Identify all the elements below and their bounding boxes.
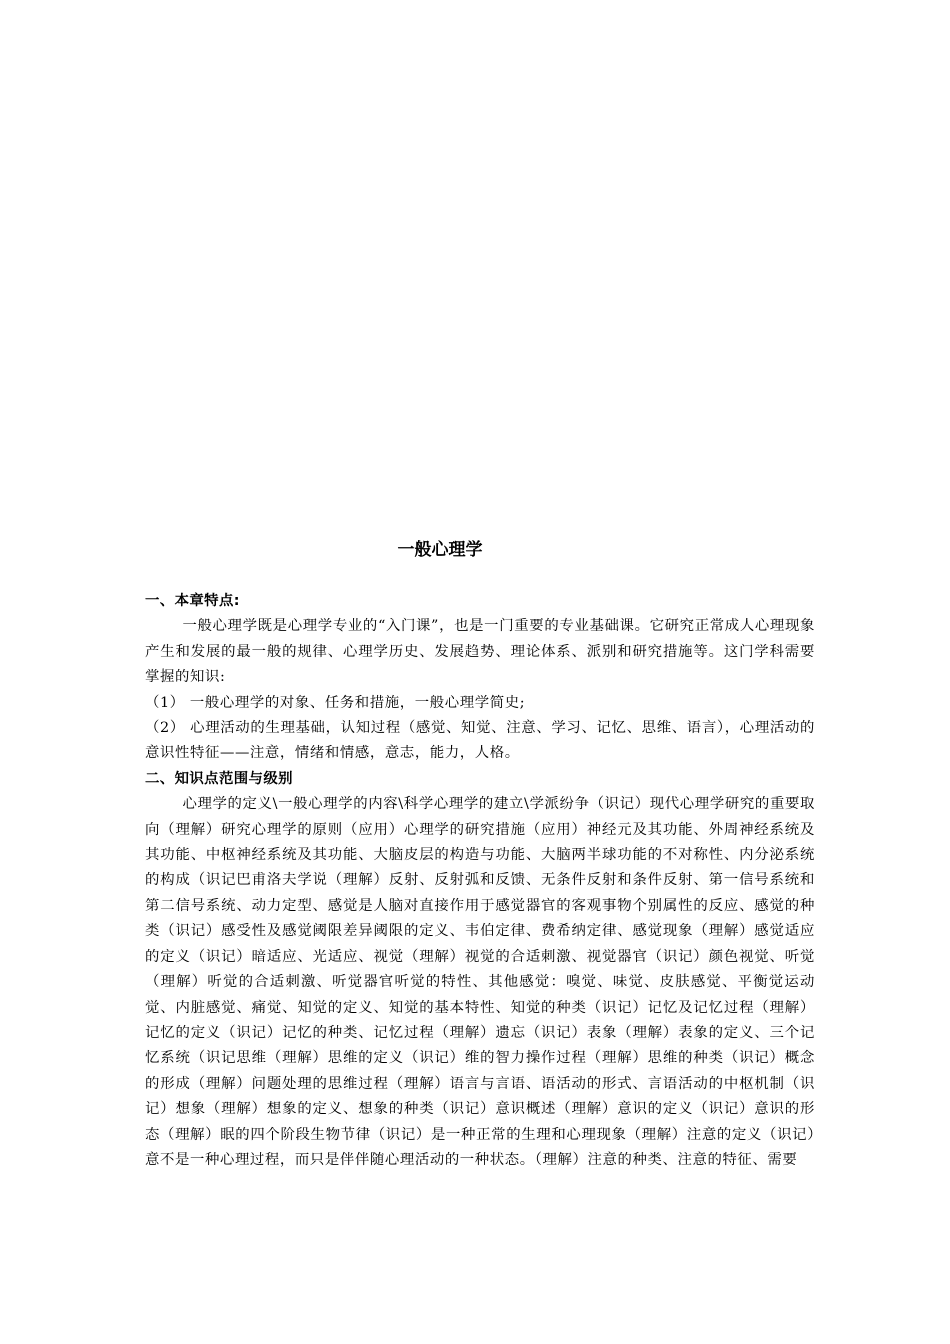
section-knowledge-paragraph: 心理学的定义\一般心理学的内容\科学心理学的建立\学派纷争（识记）现代心理学研究的重要取向（理解）研究心理学的原则（应用）心理学的研究措施（应用）神经元及其功能、外周神经系统及其功能、中枢神经系统及其功能、大脑皮层的构造与功能、大脑两半球功能的不对称性、内分泌系统的构成（识记巴甫洛夫学说（理解）反射、反射弧和反馈、无条件反射和条件反射、第一信号系统和第二信号系统、动力定型、感觉是人脑对直接作用于感觉器官的客观事物个别属性的反应、感觉的种类（识记）感受性及感觉阈限差异阈限的定义、韦伯定律、费希纳定律、感觉现象（理解）感觉适应的定义（识记）暗适应、光适应、视觉（理解）视觉的合适刺激、视觉器官（识记）颜色视觉、听觉（理解）听觉的合适刺激、听觉器官听觉的特性、其他感觉：嗅觉、味觉、皮肤感觉、平衡觉运动觉、内脏感觉、痛觉、知觉的定义、知觉的基本特性、知觉的种类（识记）记忆及记忆过程（理解）记忆的定义（识记）记忆的种类、记忆过程（理解）遗忘（识记）表象（理解）表象的定义、三个记忆系统（识记思维（理解）思维的定义（识记）维的智力操作过程（理解）思维的种类（识记）概念的形成（理解）问题处理的思维过程（理解）语言与言语、语活动的形式、言语活动的中枢机制（识记）想象（理解）想象的定义、想象的种类（识记）意识概述（理解）意识的定义（识记）意识的形态（理解）眠的四个阶段生物节律（识记）是一种正常的生理和心理现象（理解）注意的定义（识记）意不是一种心理过程，而只是伴伴随心理活动的一种状态。（理解）注意的种类、注意的特征、需要 xyxy=(145,796,815,1168)
section-heading-features: 一、本章特点: xyxy=(145,593,240,609)
list-item-2: （2） 心理活动的生理基础，认知过程（感觉、知觉、注意、学习、记忆、思维、语言），心理活动的意识性特征——注意，情绪和情感，意志，能力，人格。 xyxy=(145,720,815,762)
section-intro-paragraph: 一般心理学既是心理学专业的“入门课”，也是一门重要的专业基础课。它研究正常成人心理现象产生和发展的最一般的规律、心理学历史、发展趋势、理论体系、派别和研究措施等。这门学科需要掌握的知识: xyxy=(145,618,815,686)
section-heading-knowledge-scope: 二、知识点范围与级别 xyxy=(145,770,293,787)
document-title: 一般心理学 xyxy=(397,540,483,560)
document-body xyxy=(145,589,815,1173)
list-item-1: （1） 一般心理学的对象、任务和措施，一般心理学简史; xyxy=(145,694,526,711)
